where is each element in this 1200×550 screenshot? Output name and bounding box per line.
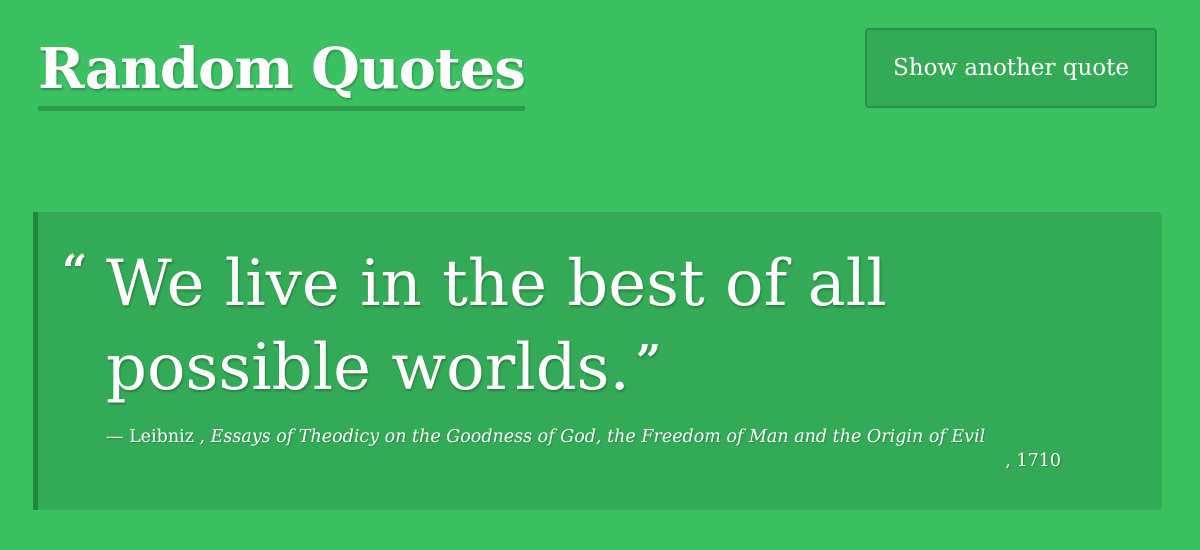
quote-card xyxy=(33,212,1162,510)
quote-source: Essays of Theodicy on the Goodness of God, the Freedom of Man and the Origin of Evil xyxy=(210,427,986,447)
quote-text-container xyxy=(106,242,1096,410)
open-quote-mark: “ xyxy=(62,246,88,297)
quote-author: — Leibniz , xyxy=(106,427,211,447)
close-quote-mark: ” xyxy=(635,336,662,387)
page-title: Random Quotes xyxy=(38,34,525,111)
quote-citation xyxy=(106,425,1061,473)
quote-text: We live in the best of all possible worlds. xyxy=(106,247,887,405)
quote-year: , 1710 xyxy=(1005,451,1061,471)
show-another-quote-button[interactable]: Show another quote xyxy=(865,28,1157,108)
